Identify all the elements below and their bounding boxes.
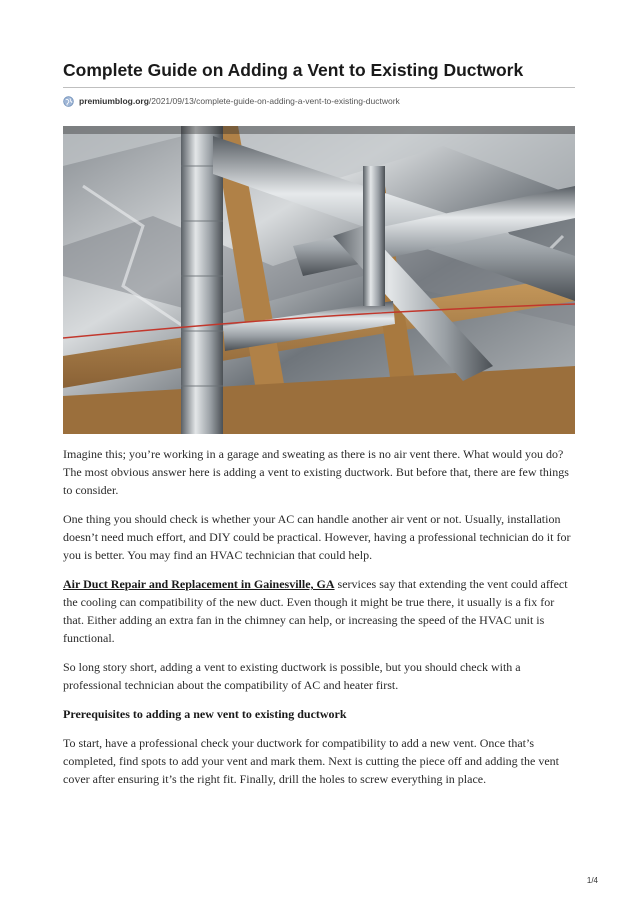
source-path: /2021/09/13/complete-guide-on-adding-a-vent-to-existing-ductwork [148,96,400,106]
source-url[interactable] [63,94,400,108]
page-title: Complete Guide on Adding a Vent to Existing Ductwork [63,60,524,80]
paragraph-check-ac: One thing you should check is whether your AC can handle another air vent or not. Usually, installation doesn’t need much effort, and DIY could be practical. However, having a professional technician do it for you is better. You may find an HVAC technician that could help. [63,512,571,562]
ductwork-attic-illustration [63,126,575,434]
source-domain: premiumblog.org [79,96,149,106]
globe-icon [63,96,74,107]
duct-repair-link[interactable]: Air Duct Repair and Replacement in Gainesville, GA [63,577,335,591]
paragraph-duct-repair-text: services say that extending the vent could affect the cooling can compatibility of the new duct. Even though it might be true there, it usually is a fix for that. Either adding an extra fan in the chimney can help, or increasing the speed of the HVAC unit is functional. [63,577,568,645]
paragraph-prerequisites: To start, have a professional check your ductwork for compatibility to add a new vent. Once that’s completed, find spots to add your vent and mark them. Next is cutting the piece off and adding the vent cover after ensuring it’s the right fit. Finally, drill the holes to screw everything in place. [63,736,559,786]
paragraph-duct-repair [63,575,578,647]
article-body [63,445,578,799]
title-divider [63,87,575,88]
prerequisites-heading: Prerequisites to adding a new vent to existing ductwork [63,707,347,721]
paragraph-summary: So long story short, adding a vent to existing ductwork is possible, but you should check with a professional technician about the compatibility of AC and heater first. [63,660,521,692]
page-number: 1/4 [586,876,598,885]
paragraph-intro: Imagine this; you’re working in a garage and sweating as there is no air vent there. What would you do? The most obvious answer here is adding a vent to existing ductwork. But before that, there are few things to consider. [63,447,569,497]
hero-image [63,126,575,434]
